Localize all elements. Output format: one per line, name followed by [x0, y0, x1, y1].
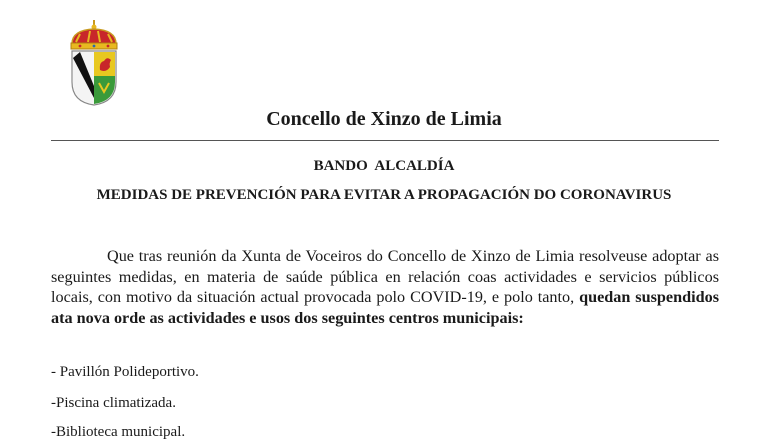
municipal-crest-icon — [66, 20, 122, 106]
document-subtitle: BANDO ALCALDÍA — [313, 158, 455, 174]
list-item: - Pavillón Polideportivo. — [51, 364, 199, 380]
document-title: Concello de Xinzo de Limia — [266, 108, 502, 130]
body-paragraph — [51, 246, 719, 328]
list-item: -Biblioteca municipal. — [51, 424, 186, 440]
list-item: -Piscina climatizada. — [51, 395, 176, 411]
paragraph-bold-text: quedan suspendidos ata nova orde as actividades e usos dos seguintes centros municipais: — [51, 288, 719, 327]
title-divider — [51, 140, 719, 141]
document-heading: MEDIDAS DE PREVENCIÓN PARA EVITAR A PROPAGACIÓN DO CORONAVIRUS — [96, 187, 672, 203]
paragraph-text: Que tras reunión da Xunta de Voceiros do Concello de Xinzo de Limia resolveuse adoptar as seguintes medidas, en materia de saúde pública en relación coas actividades e servicios públicos locais, con motivo da situación actual provocada polo COVID-19, e polo tanto, — [51, 247, 719, 306]
